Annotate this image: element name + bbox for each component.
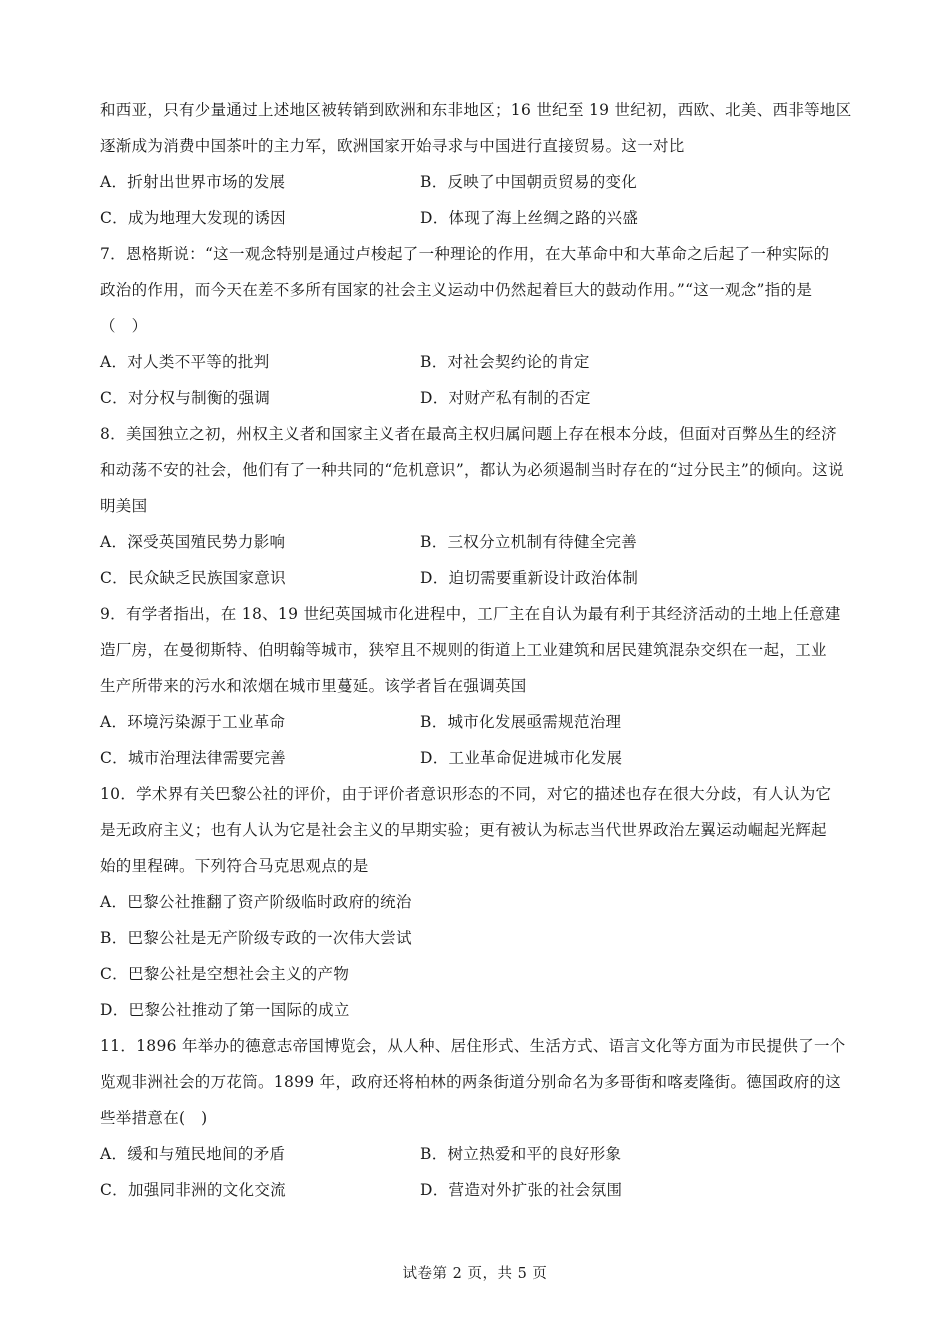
options-row — [100, 380, 860, 416]
question-stem-line: 始的里程碑。下列符合马克思观点的是 — [100, 857, 369, 875]
option-d: D．体现了海上丝绸之路的兴盛 — [420, 209, 639, 227]
options-row — [100, 164, 860, 200]
question-stem-line: 11．1896 年举办的德意志帝国博览会，从人种、居住形式、生活方式、语言文化等方面为市民提供了一个 — [100, 1037, 846, 1055]
option-b: B．巴黎公社是无产阶级专政的一次伟大尝试 — [100, 929, 412, 947]
option-b: B．三权分立机制有待健全完善 — [420, 533, 638, 551]
options-row — [100, 524, 860, 560]
options-row — [100, 704, 860, 740]
option-c: C．对分权与制衡的强调 — [100, 389, 271, 407]
option-b: B．对社会契约论的肯定 — [420, 353, 590, 371]
question-10 — [100, 776, 860, 1028]
question-stem-line: 览观非洲社会的万花筒。1899 年，政府还将柏林的两条街道分别命名为多哥街和喀麦隆街。德国政府的这 — [100, 1073, 842, 1091]
option-c: C．城市治理法律需要完善 — [100, 749, 286, 767]
question-6 — [100, 92, 860, 236]
question-stem-line: 逐渐成为消费中国茶叶的主力军，欧洲国家开始寻求与中国进行直接贸易。这一对比 — [100, 137, 685, 155]
option-c: C．巴黎公社是空想社会主义的产物 — [100, 965, 350, 983]
question-stem-line: 政治的作用，而今天在差不多所有国家的社会主义运动中仍然起着巨大的鼓动作用。”“这一观念”指的是 — [100, 281, 813, 299]
question-7 — [100, 236, 860, 416]
options-row — [100, 1136, 860, 1172]
question-stem-line: 些举措意在( ) — [100, 1109, 208, 1127]
question-stem-line: 造厂房，在曼彻斯特、伯明翰等城市，狭窄且不规则的街道上工业建筑和居民建筑混杂交织在一起，工业 — [100, 641, 827, 659]
option-d: D．营造对外扩张的社会氛围 — [420, 1181, 623, 1199]
option-b: B．树立热爱和平的良好形象 — [420, 1145, 622, 1163]
question-stem-line: 7．恩格斯说：“这一观念特别是通过卢梭起了一种理论的作用，在大革命中和大革命之后起了一种实际的 — [100, 245, 830, 263]
option-c: C．民众缺乏民族国家意识 — [100, 569, 286, 587]
option-c: C．成为地理大发现的诱因 — [100, 209, 286, 227]
page-footer: 试卷第 2 页，共 5 页 — [402, 1266, 548, 1282]
option-b: B．城市化发展亟需规范治理 — [420, 713, 622, 731]
options-row — [100, 200, 860, 236]
exam-page — [100, 92, 860, 1208]
option-d: D．迫切需要重新设计政治体制 — [420, 569, 639, 587]
question-stem-line: 9．有学者指出，在 18、19 世纪英国城市化进程中，工厂主在自认为最有利于其经济活动的土地上任意建 — [100, 605, 841, 623]
option-d: D．工业革命促进城市化发展 — [420, 749, 623, 767]
options-row — [100, 560, 860, 596]
option-d: D．对财产私有制的否定 — [420, 389, 591, 407]
option-a: A．缓和与殖民地间的矛盾 — [100, 1145, 286, 1163]
option-a: A．对人类不平等的批判 — [100, 353, 270, 371]
options-row — [100, 740, 860, 776]
options-row — [100, 344, 860, 380]
option-a: A．巴黎公社推翻了资产阶级临时政府的统治 — [100, 893, 412, 911]
question-8 — [100, 416, 860, 596]
option-a: A．环境污染源于工业革命 — [100, 713, 286, 731]
question-stem-line: 明美国 — [100, 497, 148, 515]
option-c: C．加强同非洲的文化交流 — [100, 1181, 286, 1199]
question-9 — [100, 596, 860, 776]
question-stem-line: 和西亚，只有少量通过上述地区被转销到欧洲和东非地区；16 世纪至 19 世纪初，西欧、北美、西非等地区 — [100, 101, 852, 119]
question-stem-line: 是无政府主义；也有人认为它是社会主义的早期实验；更有被认为标志当代世界政治左翼运动崛起光辉起 — [100, 821, 827, 839]
option-b: B．反映了中国朝贡贸易的变化 — [420, 173, 638, 191]
option-a: A．折射出世界市场的发展 — [100, 173, 286, 191]
option-a: A．深受英国殖民势力影响 — [100, 533, 286, 551]
option-d: D．巴黎公社推动了第一国际的成立 — [100, 1001, 350, 1019]
options-row — [100, 1172, 860, 1208]
question-stem-line: （ ） — [100, 317, 148, 335]
question-11 — [100, 1028, 860, 1208]
question-stem-line: 生产所带来的污水和浓烟在城市里蔓延。该学者旨在强调英国 — [100, 677, 527, 695]
question-stem-line: 8．美国独立之初，州权主义者和国家主义者在最高主权归属问题上存在根本分歧，但面对百弊丛生的经济 — [100, 425, 837, 443]
question-stem-line: 10．学术界有关巴黎公社的评价，由于评价者意识形态的不同，对它的描述也存在很大分歧，有人认为它 — [100, 785, 832, 803]
question-stem-line: 和动荡不安的社会，他们有了一种共同的“危机意识”，都认为必须遏制当时存在的“过分民主”的倾向。这说 — [100, 461, 844, 479]
